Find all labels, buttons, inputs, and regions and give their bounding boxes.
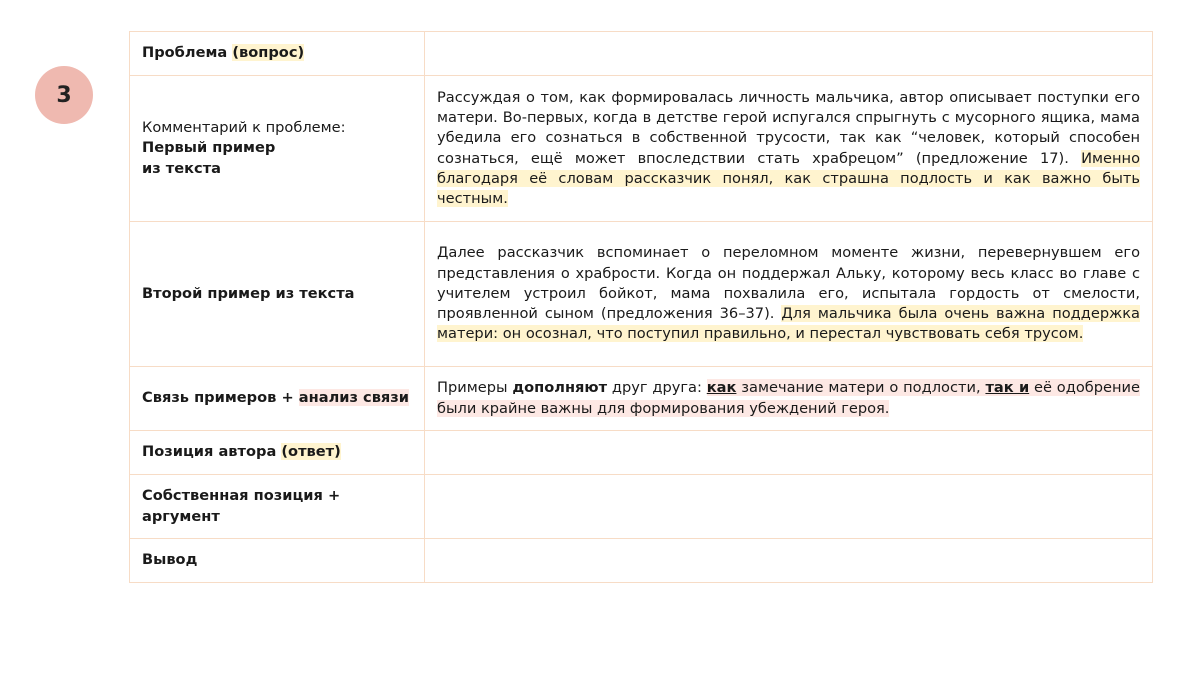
comment-text-highlight: Именно благодаря её словам рассказчик понял, как страшна подлость и как важно быть честным.: [437, 149, 1140, 207]
label-comment-bold-1: Первый пример: [142, 139, 276, 157]
link-text-7: её одобрение были крайне важны для формирования убеждений героя.: [437, 379, 1140, 417]
label-problem: [130, 32, 425, 76]
second-example-text-highlight: Для мальчика была очень важна поддержка матери: он осознал, что поступил правильно, и перестал чувствовать себя трусом.: [437, 305, 1140, 343]
link-text-1: Примеры: [437, 379, 513, 397]
link-text-tak-i: так и: [985, 379, 1030, 397]
second-example-text: Далее рассказчик вспоминает о переломном моменте жизни, перевернувшем его представления о храбрости. Когда он поддержал Альку, которому весь класс во главе с учителем устроил бойкот, мама похвалила его, испытала гордость от смелости, проявленной сыном (предложения 36–37).: [437, 244, 1140, 323]
value-comment: [425, 76, 1153, 222]
row-link: [130, 367, 1153, 431]
label-link: [130, 367, 425, 431]
label-conclusion: Вывод: [130, 539, 425, 583]
label-author-main: Позиция автора: [142, 443, 282, 461]
value-author-position: [425, 431, 1153, 475]
row-problem: [130, 32, 1153, 76]
label-second-example: Второй пример из текста: [130, 222, 425, 367]
label-problem-main: Проблема: [142, 44, 233, 62]
label-link-highlight: анализ связи: [298, 389, 410, 407]
link-text-bold: дополняют: [512, 379, 608, 397]
row-comment: [130, 76, 1153, 222]
value-link: [425, 367, 1153, 431]
row-own-position: [130, 475, 1153, 539]
value-own-position: [425, 475, 1153, 539]
value-second-example: [425, 222, 1153, 367]
comment-text: Рассуждая о том, как формировалась личность мальчика, автор описывает поступки его матери. Во-первых, когда в детстве герой испугался спрыгнуть с мусорного ящика, мама убедила его сознаться в собственной трусости, так как “человек, который способен сознаться, ещё может впоследствии стать храбрецом” (предложение 17).: [437, 88, 1140, 167]
link-text-5: замечание матери о подлости,: [736, 379, 986, 397]
label-comment-bold-2: из текста: [142, 159, 222, 177]
row-conclusion: [130, 539, 1153, 583]
row-author-position: [130, 431, 1153, 475]
value-conclusion: [425, 539, 1153, 583]
label-link-main: Связь примеров +: [142, 389, 299, 407]
label-author-highlight: (ответ): [281, 443, 341, 461]
value-problem: [425, 32, 1153, 76]
essay-plan-table: [129, 31, 1153, 583]
label-comment: [130, 76, 425, 222]
label-comment-normal: Комментарий к проблеме:: [142, 119, 346, 137]
link-text-3: друг друга:: [607, 379, 707, 397]
step-number-badge: 3: [35, 66, 93, 124]
label-problem-highlight: (вопрос): [232, 44, 305, 62]
label-author-position: [130, 431, 425, 475]
row-second-example: [130, 222, 1153, 367]
link-text-kak: как: [706, 379, 737, 397]
label-own-position: Собственная позиция + аргумент: [130, 475, 425, 539]
